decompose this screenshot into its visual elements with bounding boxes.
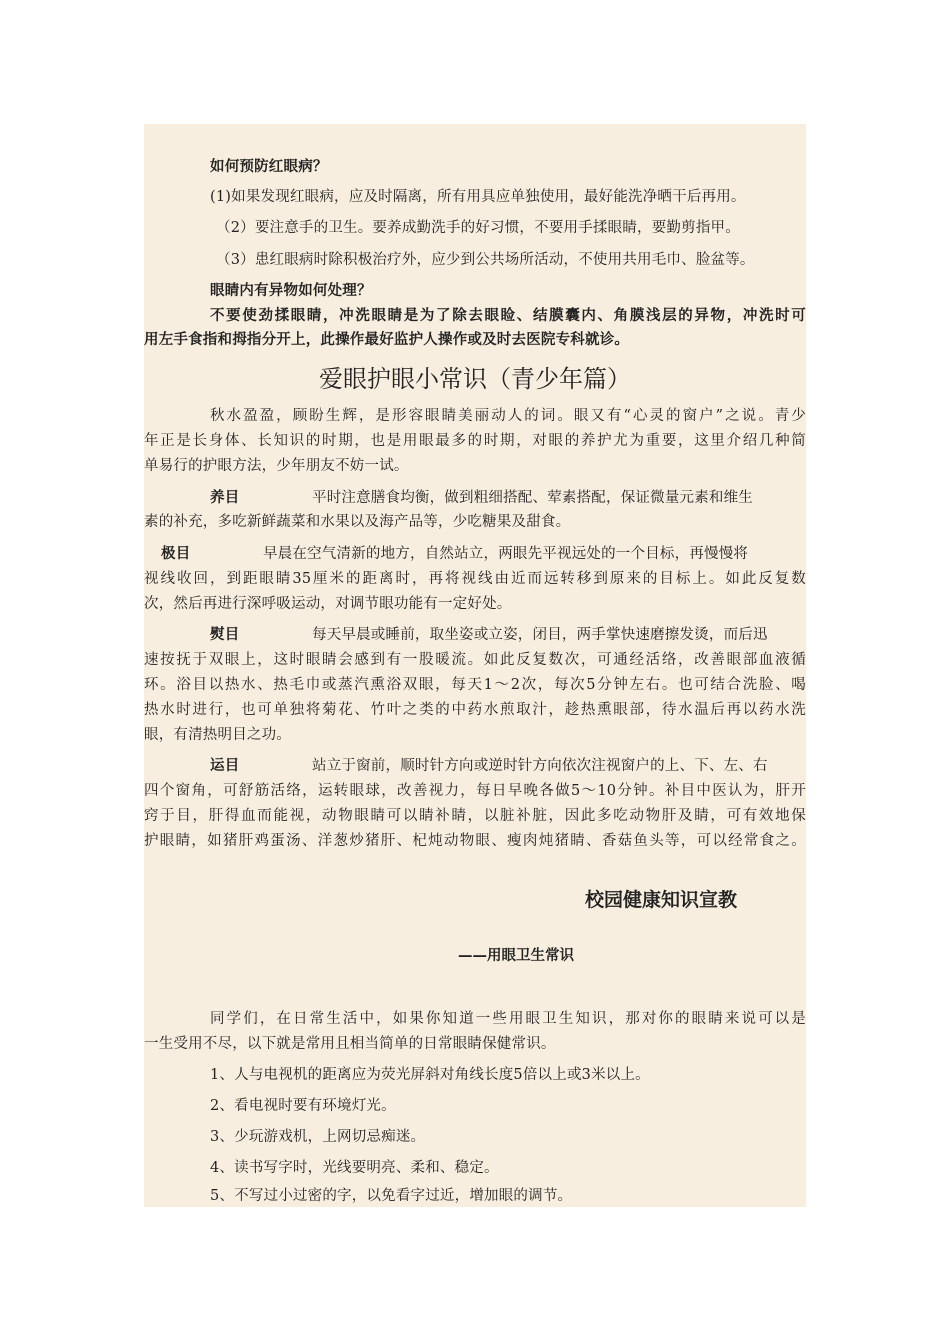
- yundongmu-text-1: 站立于窗前，顺时针方向或逆时针方向依次注视窗户的上、下、左、右: [312, 758, 768, 774]
- yunmu-line-3: 环。浴目以热水、热毛巾或蒸汽熏浴双眼，每天1～2次，每次5分钟左右。也可结合洗脸、喝: [144, 677, 806, 693]
- campus-health-subtitle: ——用眼卫生常识: [458, 948, 574, 964]
- campus-health-title: 校园健康知识宣教: [585, 889, 738, 911]
- pinkeye-item-2: （2）要注意手的卫生。要养成勤洗手的好习惯，不要用手揉眼睛，要勤剪指甲。: [216, 220, 740, 236]
- campus-intro-line-1: 同学们，在日常生活中，如果你知道一些用眼卫生知识，那对你的眼睛来说可以是: [210, 1011, 806, 1027]
- eye-care-title: 爱眼护眼小常识（青少年篇）: [319, 365, 631, 393]
- yangmu-line-1: [210, 488, 806, 508]
- hygiene-item-5: 5、不写过小过密的字，以免看字过近，增加眼的调节。: [210, 1188, 573, 1204]
- jimu-line-2: 视线收回，到距眼睛35厘米的距离时，再将视线由近而远转移到原来的目标上。如此反复数: [144, 571, 806, 587]
- foreign-object-answer-line-2: 用左手食指和拇指分开上，此操作最好监护人操作或及时去医院专科就诊。: [144, 332, 630, 348]
- pinkeye-item-3: （3）患红眼病时除积极治疗外，应少到公共场所活动，不使用共用毛巾、脸盆等。: [216, 252, 755, 268]
- hygiene-item-3: 3、少玩游戏机，上网切忌痴迷。: [210, 1129, 426, 1145]
- eye-care-intro-line-3: 单易行的护眼方法，少年朋友不妨一试。: [144, 458, 409, 474]
- yundongmu-line-4: 护眼睛，如猪肝鸡蛋汤、洋葱炒猪肝、杞炖动物眼、瘦肉炖猪睛、香菇鱼头等，可以经常食之。: [144, 833, 806, 849]
- yangmu-term: 养目: [210, 490, 240, 506]
- question-foreign-object: 眼睛内有异物如何处理？: [210, 283, 372, 299]
- yundongmu-term: 运目: [210, 758, 240, 774]
- eye-care-intro-line-1: 秋水盈盈，顾盼生辉，是形容眼睛美丽动人的词。眼又有“心灵的窗户”之说。青少: [210, 408, 806, 424]
- eye-care-intro-line-2: 年正是长身体、长知识的时期，也是用眼最多的时期，对眼的养护尤为重要，这里介绍几种简: [144, 433, 806, 449]
- jimu-line-1: [161, 544, 806, 564]
- yundongmu-line-3: 窍于目，肝得血而能视，动物眼睛可以睛补睛，以脏补脏，因此多吃动物肝及睛，可有效地保: [144, 808, 806, 824]
- yangmu-text-1: 平时注意膳食均衡，做到粗细搭配、荤素搭配，保证微量元素和维生: [312, 490, 753, 506]
- jimu-term: 极目: [161, 546, 191, 562]
- jimu-line-3: 次，然后再进行深呼吸运动，对调节眼功能有一定好处。: [144, 596, 512, 612]
- yunmu-text-1: 每天早晨或睡前，取坐姿或立姿，闭目，两手掌快速磨擦发烫，而后迅: [312, 627, 768, 643]
- hygiene-item-2: 2、看电视时要有环境灯光。: [210, 1098, 396, 1114]
- document-page: [144, 124, 806, 1207]
- hygiene-item-1: 1、人与电视机的距离应为荧光屏斜对角线长度5倍以上或3米以上。: [210, 1067, 650, 1083]
- campus-intro-line-2: 一生受用不尽，以下就是常用且相当简单的日常眼睛保健常识。: [144, 1036, 556, 1052]
- jimu-text-1: 早晨在空气清新的地方，自然站立，两眼先平视远处的一个目标，再慢慢将: [263, 546, 749, 562]
- yundongmu-line-2: 四个窗角，可舒筋活络，运转眼球，改善视力，每日早晚各做5～10分钟。补目中医认为，肝开: [144, 783, 806, 799]
- yunmu-line-5: 眼，有清热明目之功。: [144, 727, 291, 743]
- yunmu-line-4: 热水时进行，也可单独将菊花、竹叶之类的中药水煎取汁，趁热熏眼部，待水温后再以药水洗: [144, 702, 806, 718]
- pinkeye-item-1: (1)如果发现红眼病，应及时隔离，所有用具应单独使用，最好能洗净晒干后再用。: [210, 189, 746, 205]
- foreign-object-answer-line-1: 不要使劲揉眼睛，冲洗眼睛是为了除去眼睑、结膜囊内、角膜浅层的异物，冲洗时可: [210, 308, 806, 324]
- yundongmu-line-1: [210, 756, 806, 776]
- yunmu-term: 熨目: [210, 627, 240, 643]
- yangmu-line-2: 素的补充，多吃新鲜蔬菜和水果以及海产品等，少吃糖果及甜食。: [144, 514, 571, 530]
- yunmu-line-2: 速按抚于双眼上，这时眼睛会感到有一股暖流。如此反复数次，可通经活络，改善眼部血液循: [144, 652, 806, 668]
- question-prevent-pinkeye: 如何预防红眼病？: [210, 159, 328, 175]
- hygiene-item-4: 4、读书写字时，光线要明亮、柔和、稳定。: [210, 1160, 499, 1176]
- yunmu-line-1: [210, 625, 806, 645]
